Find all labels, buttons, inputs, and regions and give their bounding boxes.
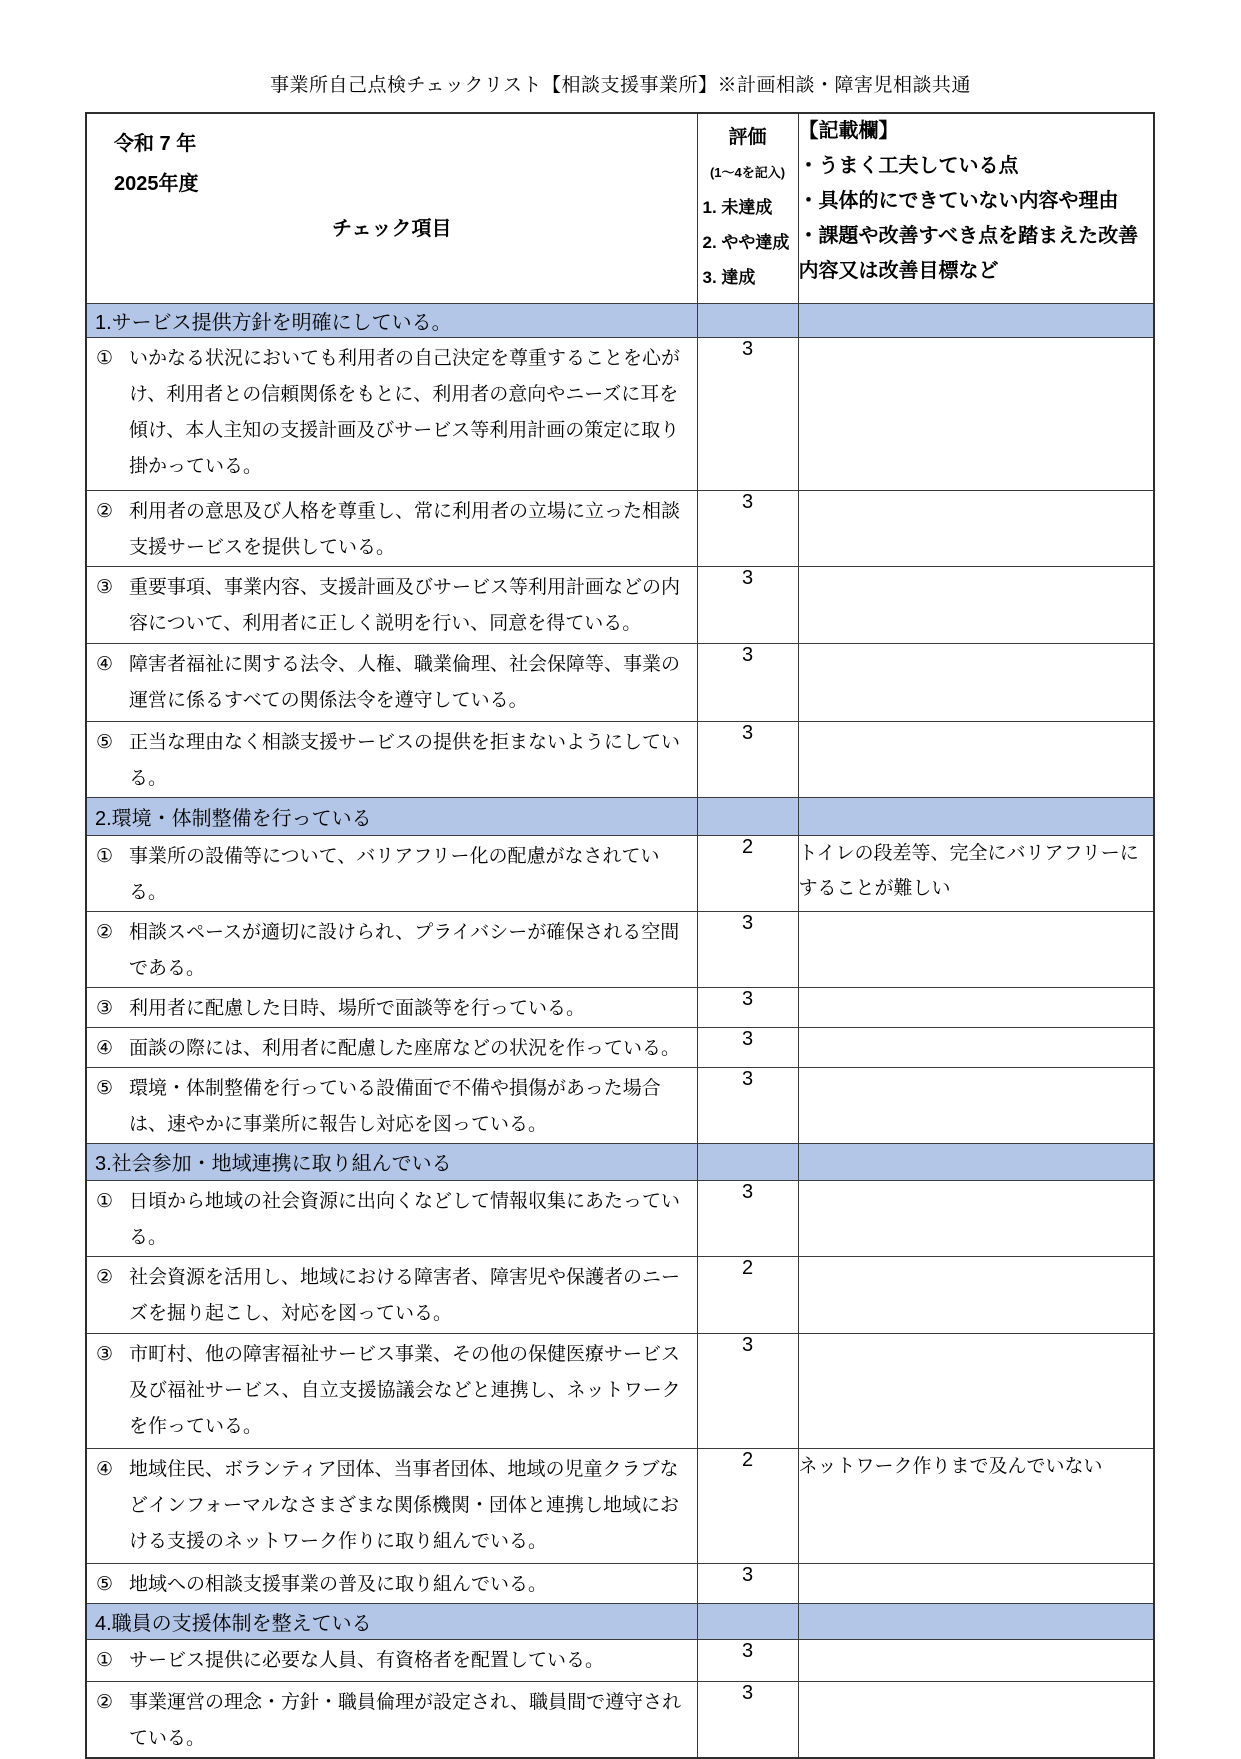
check-item-row	[86, 1256, 1154, 1333]
note-text	[798, 911, 1154, 987]
note-text	[798, 1639, 1154, 1681]
rating-value: 3	[697, 566, 798, 643]
rating-value: 3	[697, 643, 798, 721]
rating-value: 3	[697, 490, 798, 566]
note-text	[798, 1681, 1154, 1758]
note-text	[798, 566, 1154, 643]
section-header-row-3	[86, 1143, 1154, 1180]
item-text: 利用者の意思及び人格を尊重し、常に利用者の立場に立った相談支援サービスを提供している。	[129, 500, 681, 558]
note-text	[798, 1180, 1154, 1256]
item-text: 面談の際には、利用者に配慮した座席などの状況を作っている。	[129, 1037, 681, 1059]
check-item-row	[86, 835, 1154, 911]
item-text: 障害者福祉に関する法令、人権、職業倫理、社会保障等、事業の運営に係るすべての関係法令を遵守している。	[129, 653, 681, 711]
check-item-row	[86, 1681, 1154, 1758]
item-text: 相談スペースが適切に設けられ、プライバシーが確保される空間である。	[129, 921, 680, 979]
page-title: 事業所自己点検チェックリスト【相談支援事業所】※計画相談・障害児相談共通	[269, 75, 972, 96]
era-year-label: 令和 7 年	[114, 133, 197, 155]
rating-value: 3	[697, 987, 798, 1027]
check-item-row	[86, 566, 1154, 643]
check-item-row	[86, 987, 1154, 1027]
rating-value: 3	[697, 1563, 798, 1603]
item-number: ③	[96, 1343, 114, 1365]
check-item-row	[86, 1563, 1154, 1603]
note-text	[798, 987, 1154, 1027]
rating-value: 2	[697, 1448, 798, 1563]
check-item-row	[86, 1448, 1154, 1563]
item-text: 日頃から地域の社会資源に出向くなどして情報収集にあたっている。	[129, 1190, 681, 1248]
item-text: 事業運営の理念・方針・職員倫理が設定され、職員間で遵守されている。	[129, 1691, 682, 1749]
rating-instruction: (1～4を記入)	[709, 165, 786, 180]
note-bullet-2: ・具体的にできていない内容や理由	[798, 190, 1119, 212]
rating-value: 3	[697, 1681, 798, 1758]
note-text	[798, 1333, 1154, 1448]
item-number: ②	[96, 921, 114, 943]
table-header-row	[86, 113, 1154, 303]
item-text: 社会資源を活用し、地域における障害者、障害児や保護者のニーズを掘り起こし、対応を図っている。	[129, 1266, 681, 1324]
section-rating-cell	[697, 1143, 798, 1180]
fiscal-year-label: 2025年度	[114, 173, 199, 195]
section-rating-cell	[697, 303, 798, 337]
item-text: 地域への相談支援事業の普及に取り組んでいる。	[129, 1573, 548, 1595]
check-item-row	[86, 1180, 1154, 1256]
check-item-row	[86, 643, 1154, 721]
item-text: 市町村、他の障害福祉サービス事業、その他の保健医療サービス及び福祉サービス、自立支援協議会などと連携し、ネットワークを作っている。	[129, 1343, 681, 1437]
section-title: 4.職員の支援体制を整えている	[95, 1612, 372, 1635]
rating-value: 2	[697, 835, 798, 911]
header-rating-cell	[697, 113, 798, 303]
check-item-row	[86, 1333, 1154, 1448]
rating-value: 3	[697, 1639, 798, 1681]
note-text	[798, 643, 1154, 721]
rating-value: 3	[697, 1180, 798, 1256]
rating-scale-2: 2. やや達成	[702, 233, 790, 252]
item-text: 地域住民、ボランティア団体、当事者団体、地域の児童クラブなどインフォーマルなさまざまな関係機関・団体と連携し地域における支援のネットワーク作りに取り組んでいる。	[129, 1458, 680, 1552]
item-number: ③	[96, 997, 114, 1019]
note-bullet-3: ・課題や改善すべき点を踏まえた改善内容又は改善目標など	[798, 225, 1139, 282]
item-number: ⑤	[96, 1077, 114, 1099]
check-item-row	[86, 911, 1154, 987]
section-rating-cell	[697, 1603, 798, 1639]
note-text	[798, 1027, 1154, 1067]
note-text: トイレの段差等、完全にバリアフリーにすることが難しい	[798, 835, 1154, 911]
section-title: 1.サービス提供方針を明確にしている。	[95, 311, 452, 334]
section-title: 3.社会参加・地域連携に取り組んでいる	[95, 1153, 452, 1175]
item-text: 利用者に配慮した日時、場所で面談等を行っている。	[129, 997, 586, 1019]
item-number: ②	[96, 500, 114, 522]
item-number: ①	[96, 347, 114, 369]
header-note-cell	[798, 113, 1154, 303]
rating-column-title: 評価	[728, 127, 767, 148]
rating-value: 3	[697, 1027, 798, 1067]
item-number: ⑤	[96, 1573, 114, 1595]
note-text	[798, 1067, 1154, 1143]
note-column-title: 【記載欄】	[798, 120, 899, 142]
checklist-table	[85, 112, 1155, 1759]
note-text: ネットワーク作りまで及んでいない	[798, 1448, 1154, 1563]
section-note-cell	[798, 797, 1154, 835]
item-number: ⑤	[96, 731, 114, 753]
check-item-row	[86, 490, 1154, 566]
item-text: 正当な理由なく相談支援サービスの提供を拒まないようにしている。	[129, 731, 681, 789]
check-item-row	[86, 1067, 1154, 1143]
rating-value: 3	[697, 337, 798, 490]
check-item-row	[86, 337, 1154, 490]
header-item-cell	[86, 113, 697, 303]
check-item-row	[86, 1027, 1154, 1067]
item-number: ④	[96, 653, 114, 675]
note-bullet-1: ・うまく工夫している点	[798, 155, 1019, 177]
item-number: ①	[96, 1649, 114, 1671]
item-text: サービス提供に必要な人員、有資格者を配置している。	[129, 1649, 605, 1671]
rating-scale	[698, 190, 798, 295]
section-rating-cell	[697, 797, 798, 835]
item-text: いかなる状況においても利用者の自己決定を尊重することを心がけ、利用者との信頼関係をもとに、利用者の意向やニーズに耳を傾け、本人主知の支援計画及びサービス等利用計画の策定に取り掛かっている。	[129, 347, 681, 477]
item-number: ③	[96, 576, 114, 598]
section-note-cell	[798, 1143, 1154, 1180]
item-number: ②	[96, 1691, 114, 1713]
section-header-row-1	[86, 303, 1154, 337]
rating-value: 3	[697, 1067, 798, 1143]
note-text	[798, 1563, 1154, 1603]
rating-value: 2	[697, 1256, 798, 1333]
rating-scale-3: 3. 達成	[702, 268, 756, 287]
section-title: 2.環境・体制整備を行っている	[95, 807, 372, 830]
section-note-cell	[798, 1603, 1154, 1639]
item-text: 事業所の設備等について、バリアフリー化の配慮がなされている。	[129, 845, 660, 903]
rating-value: 3	[697, 911, 798, 987]
rating-value: 3	[697, 721, 798, 797]
item-column-title: チェック項目	[332, 218, 452, 240]
section-header-row-2	[86, 797, 1154, 835]
note-text	[798, 337, 1154, 490]
item-number: ④	[96, 1458, 114, 1480]
rating-scale-1: 1. 未達成	[702, 198, 773, 217]
section-header-row-4	[86, 1603, 1154, 1639]
rating-value: 3	[697, 1333, 798, 1448]
item-number: ④	[96, 1037, 114, 1059]
check-item-row	[86, 1639, 1154, 1681]
note-text	[798, 721, 1154, 797]
item-number: ②	[96, 1266, 114, 1288]
check-item-row	[86, 721, 1154, 797]
note-text	[798, 1256, 1154, 1333]
item-number: ①	[96, 1190, 114, 1212]
item-number: ①	[96, 845, 114, 867]
item-text: 重要事項、事業内容、支援計画及びサービス等利用計画などの内容について、利用者に正しく説明を行い、同意を得ている。	[129, 576, 681, 634]
item-text: 環境・体制整備を行っている設備面で不備や損傷があった場合は、速やかに事業所に報告し対応を図っている。	[129, 1077, 661, 1135]
note-text	[798, 490, 1154, 566]
section-note-cell	[798, 303, 1154, 337]
